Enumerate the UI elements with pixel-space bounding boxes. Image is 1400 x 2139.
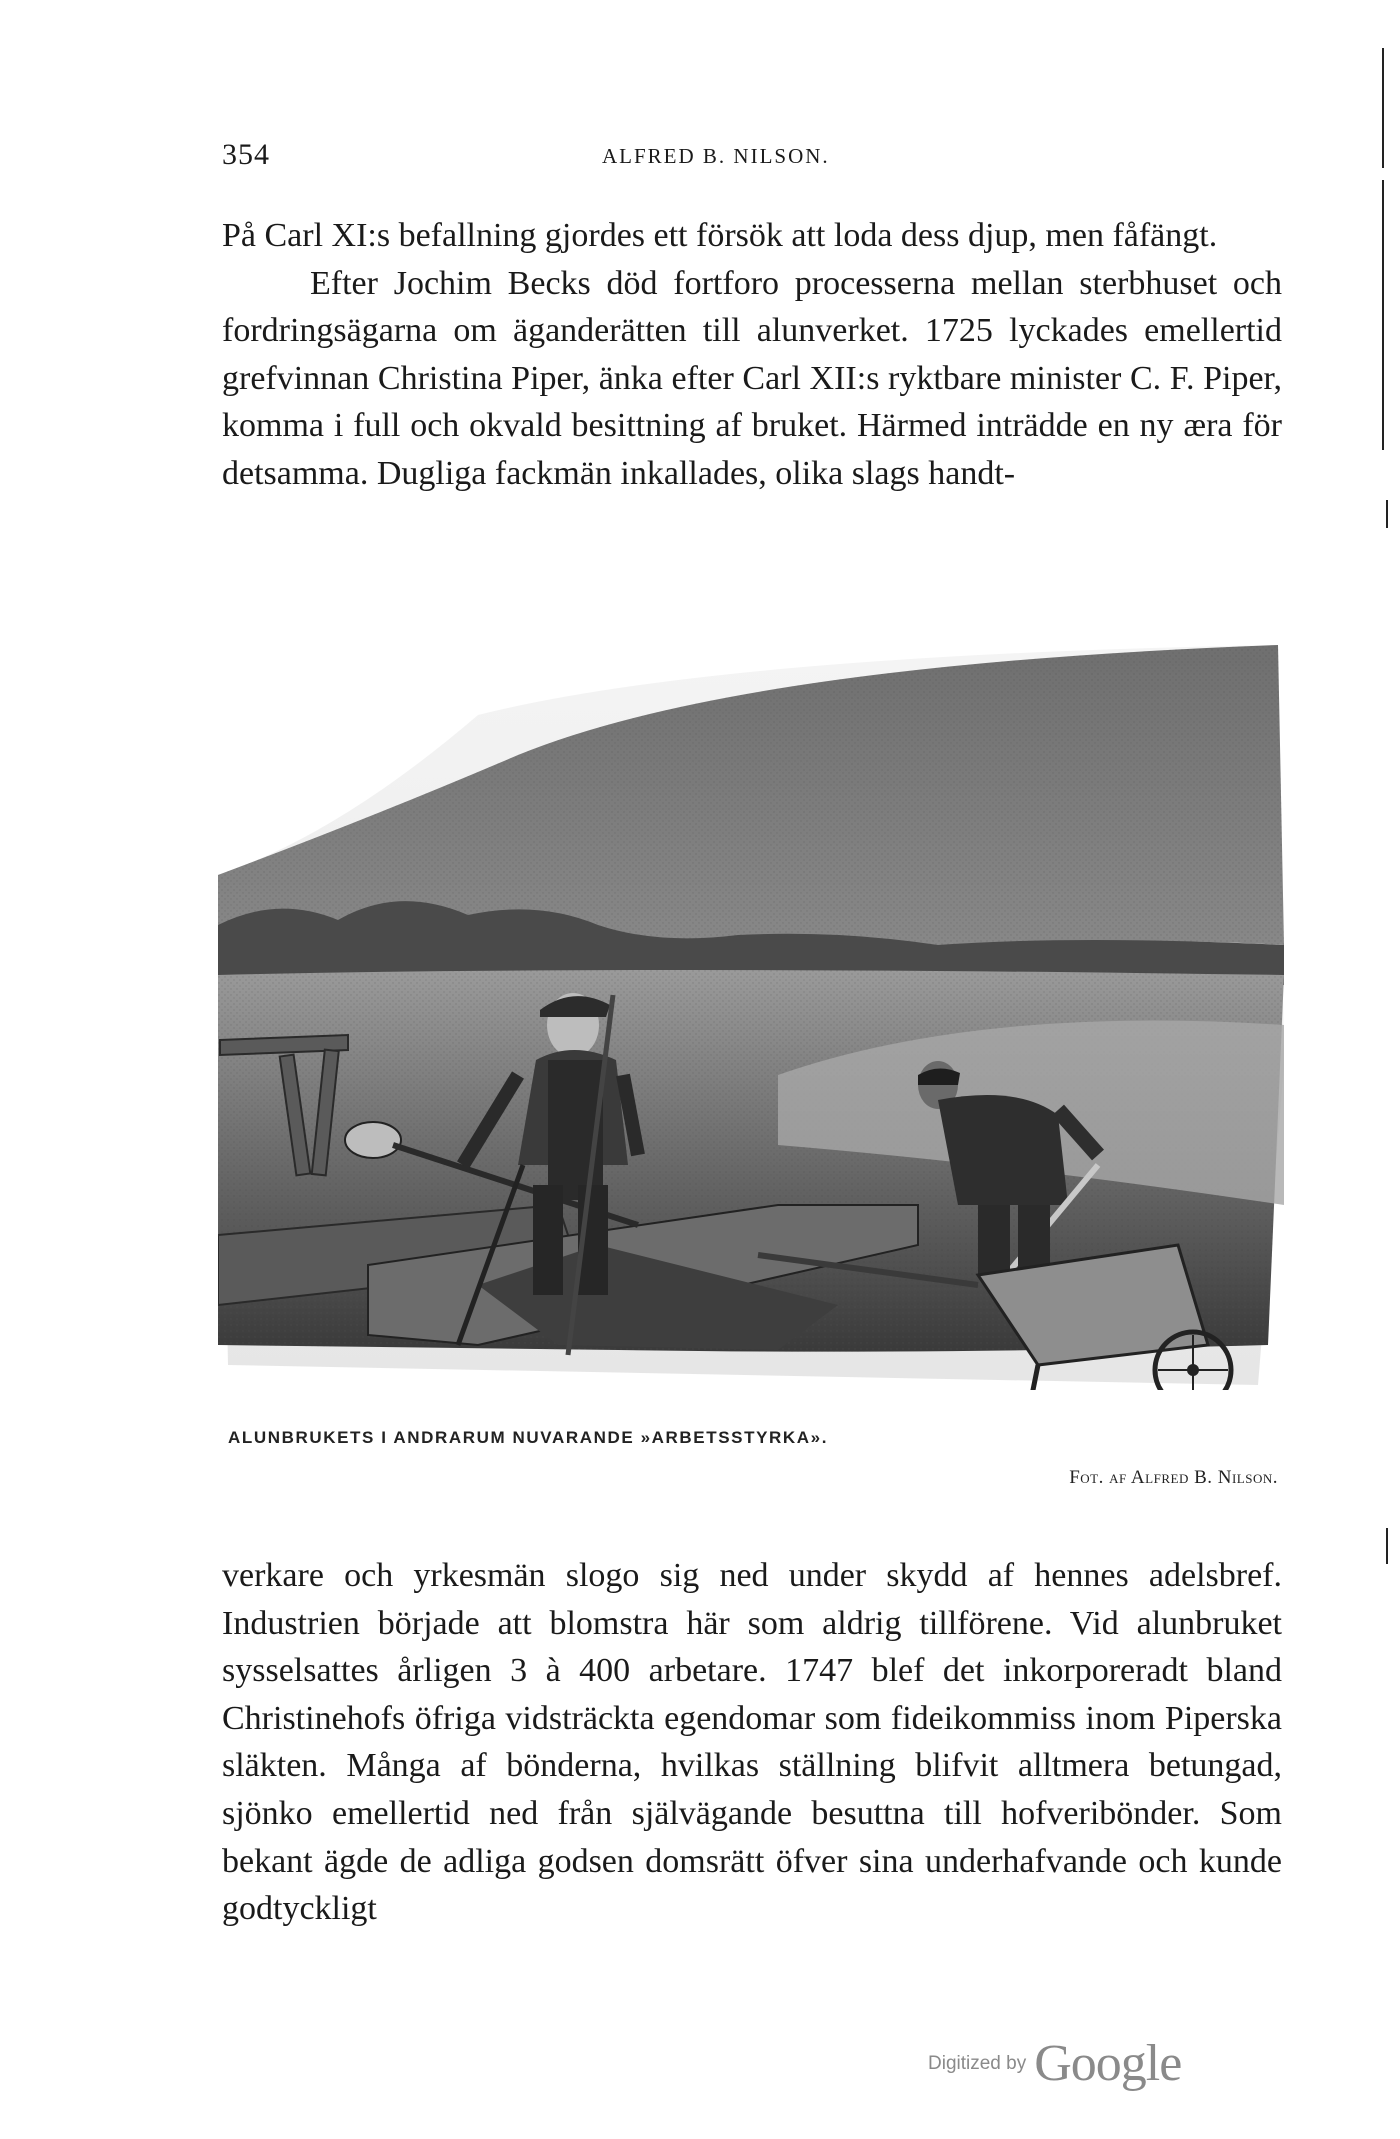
figure-caption: ALUNBRUKETS I ANDRARUM NUVARANDE »ARBETSSTYRKA». bbox=[228, 1428, 829, 1447]
body-text-bottom bbox=[222, 1552, 1282, 1933]
page-number: 354 bbox=[222, 138, 270, 171]
google-logo: Google bbox=[1034, 2035, 1182, 2092]
paragraph: På Carl XI:s befallning gjordes ett försök att loda dess djup, men fåfängt. bbox=[222, 217, 1218, 254]
scan-edge-mark bbox=[1386, 1528, 1388, 1564]
scan-edge-mark bbox=[1386, 500, 1388, 528]
paragraph: Efter Jochim Becks död fortforo processerna mellan sterbhuset och fordringsägarna om äganderätten till alunverket. 1725 lyckades emellertid grefvinnan Christina Piper, änka efter Carl XII:s ryktbare minister C. F. Piper, komma i full och okvald besittning af bruket. Härmed inträdde en ny æra för detsamma. Dugliga fackmän inkallades, olika slags handt- bbox=[222, 264, 1282, 492]
running-head bbox=[222, 138, 1282, 178]
photo-bucket bbox=[345, 1122, 401, 1158]
digitized-by-google-watermark bbox=[928, 2034, 1181, 2094]
photo-credit: Fot. af Alfred B. Nilson. bbox=[1069, 1467, 1278, 1488]
body-text-top bbox=[222, 212, 1282, 498]
scan-edge-mark bbox=[1382, 180, 1384, 450]
scan-edge-mark bbox=[1382, 48, 1384, 168]
digitized-label: Digitized by bbox=[928, 2052, 1027, 2074]
photograph bbox=[218, 645, 1296, 1390]
running-title: ALFRED B. NILSON. bbox=[602, 144, 830, 168]
photograph-image bbox=[218, 645, 1296, 1390]
paragraph: verkare och yrkesmän slogo sig ned under skydd af hennes adelsbref. Industrien började att blomstra här som aldrig tillförene. Vid alunbruket sysselsattes årligen 3 à 400 arbetare. 1747 blef det inkorporeradt bland Christinehofs öfriga vidsträckta egendomar som fideikommiss inom Piperska släkten. Många af bönderna, hvilkas ställning blifvit alltmera betungad, sjönko emellertid ned från självägande besuttna till hofveribönder. Som bekant ägde de adliga godsen domsrätt öfver sina underhafvande och kunde godtyckligt bbox=[222, 1557, 1282, 1928]
